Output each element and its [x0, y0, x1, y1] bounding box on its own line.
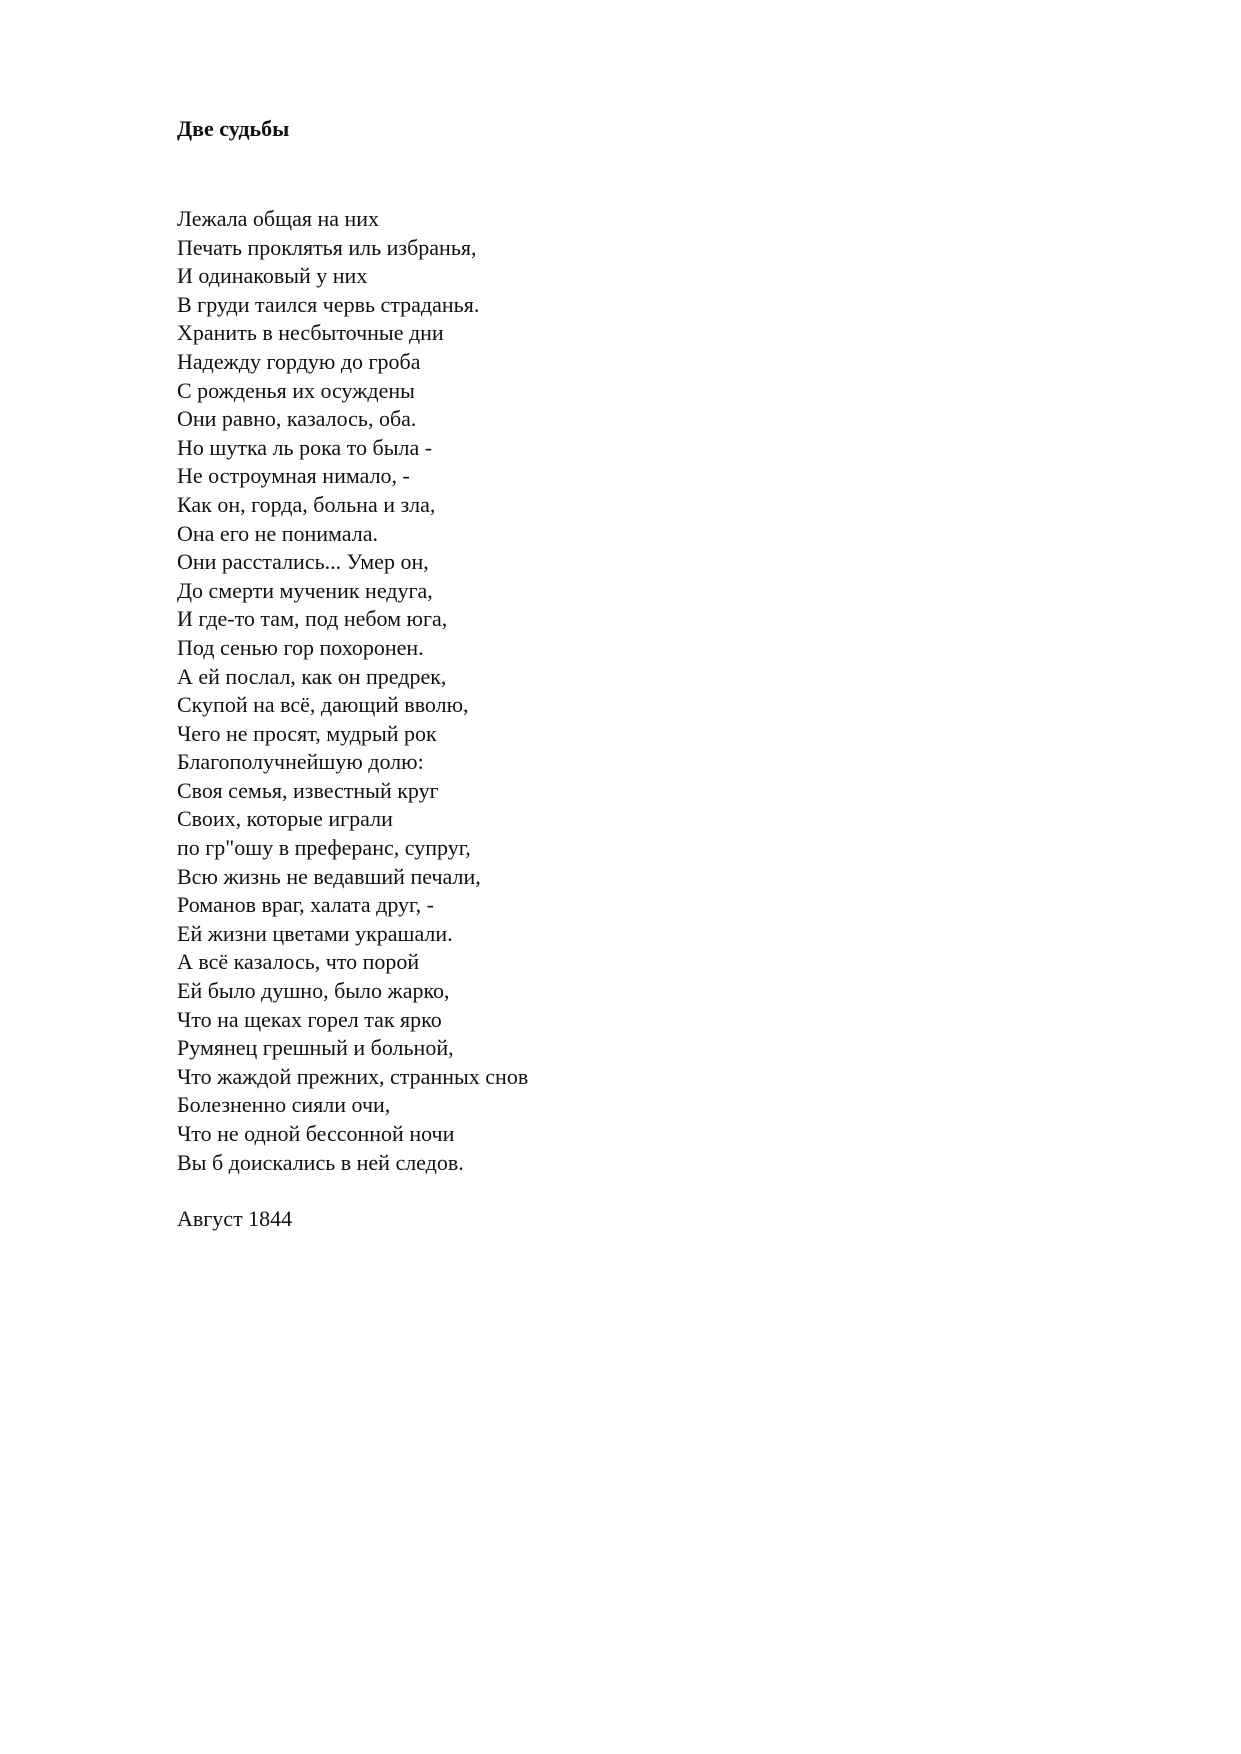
- poem-line: Ей жизни цветами украшали.: [177, 920, 453, 946]
- poem-body: [177, 205, 528, 1177]
- poem-line: Романов враг, халата друг, -: [177, 892, 434, 918]
- poem-line: Скупой на всё, дающий вволю,: [177, 692, 469, 718]
- poem-line: Вы б доискались в ней следов.: [177, 1149, 464, 1175]
- poem-line: Что на щеках горел так ярко: [177, 1006, 442, 1032]
- poem-date: Август 1844: [177, 1206, 293, 1231]
- poem-line: Благополучнейшую долю:: [177, 749, 424, 775]
- poem-line: Своя семья, известный круг: [177, 777, 439, 803]
- poem-line: С рожденья их осуждены: [177, 377, 415, 403]
- poem-line: Не остроумная нимало, -: [177, 463, 410, 489]
- poem-line: Под сенью гор похоронен.: [177, 634, 424, 660]
- poem-line: Как он, горда, больна и зла,: [177, 491, 436, 517]
- poem-line: Чего не просят, мудрый рок: [177, 720, 437, 746]
- poem-line: Но шутка ль рока то была -: [177, 434, 433, 460]
- poem-line: Лежала общая на них: [177, 206, 380, 231]
- poem-line: И одинаковый у них: [177, 263, 368, 289]
- poem-line: Болезненно сияли очи,: [177, 1092, 391, 1118]
- poem-line: по гр"ошу в преферанс, супруг,: [177, 835, 471, 861]
- poem-title: Две судьбы: [177, 116, 290, 141]
- poem-line: Своих, которые играли: [177, 806, 393, 832]
- poem-line: Они расстались... Умер он,: [177, 549, 429, 575]
- poem-line: До смерти мученик недуга,: [177, 577, 433, 603]
- poem-line: Всю жизнь не ведавший печали,: [177, 863, 481, 889]
- poem-line: А ей послал, как он предрек,: [177, 663, 447, 689]
- poem-line: Она его не понимала.: [177, 520, 378, 546]
- poem-line: Что не одной бессонной ночи: [177, 1121, 455, 1146]
- poem-line: Ей было душно, было жарко,: [177, 978, 450, 1004]
- poem-line: Румянец грешный и больной,: [177, 1035, 454, 1061]
- poem-line: Надежду гордую до гроба: [177, 348, 421, 374]
- poem-line: Хранить в несбыточные дни: [177, 320, 444, 346]
- poem-line: Печать проклятья иль избранья,: [177, 234, 477, 260]
- poem-line: Они равно, казалось, оба.: [177, 406, 417, 432]
- poem-line: А всё казалось, что порой: [177, 949, 420, 975]
- poem-line: И где-то там, под небом юга,: [177, 606, 448, 632]
- poem-line: В груди таился червь страданья.: [177, 291, 480, 317]
- poem-line: Что жаждой прежних, странных снов: [177, 1063, 529, 1089]
